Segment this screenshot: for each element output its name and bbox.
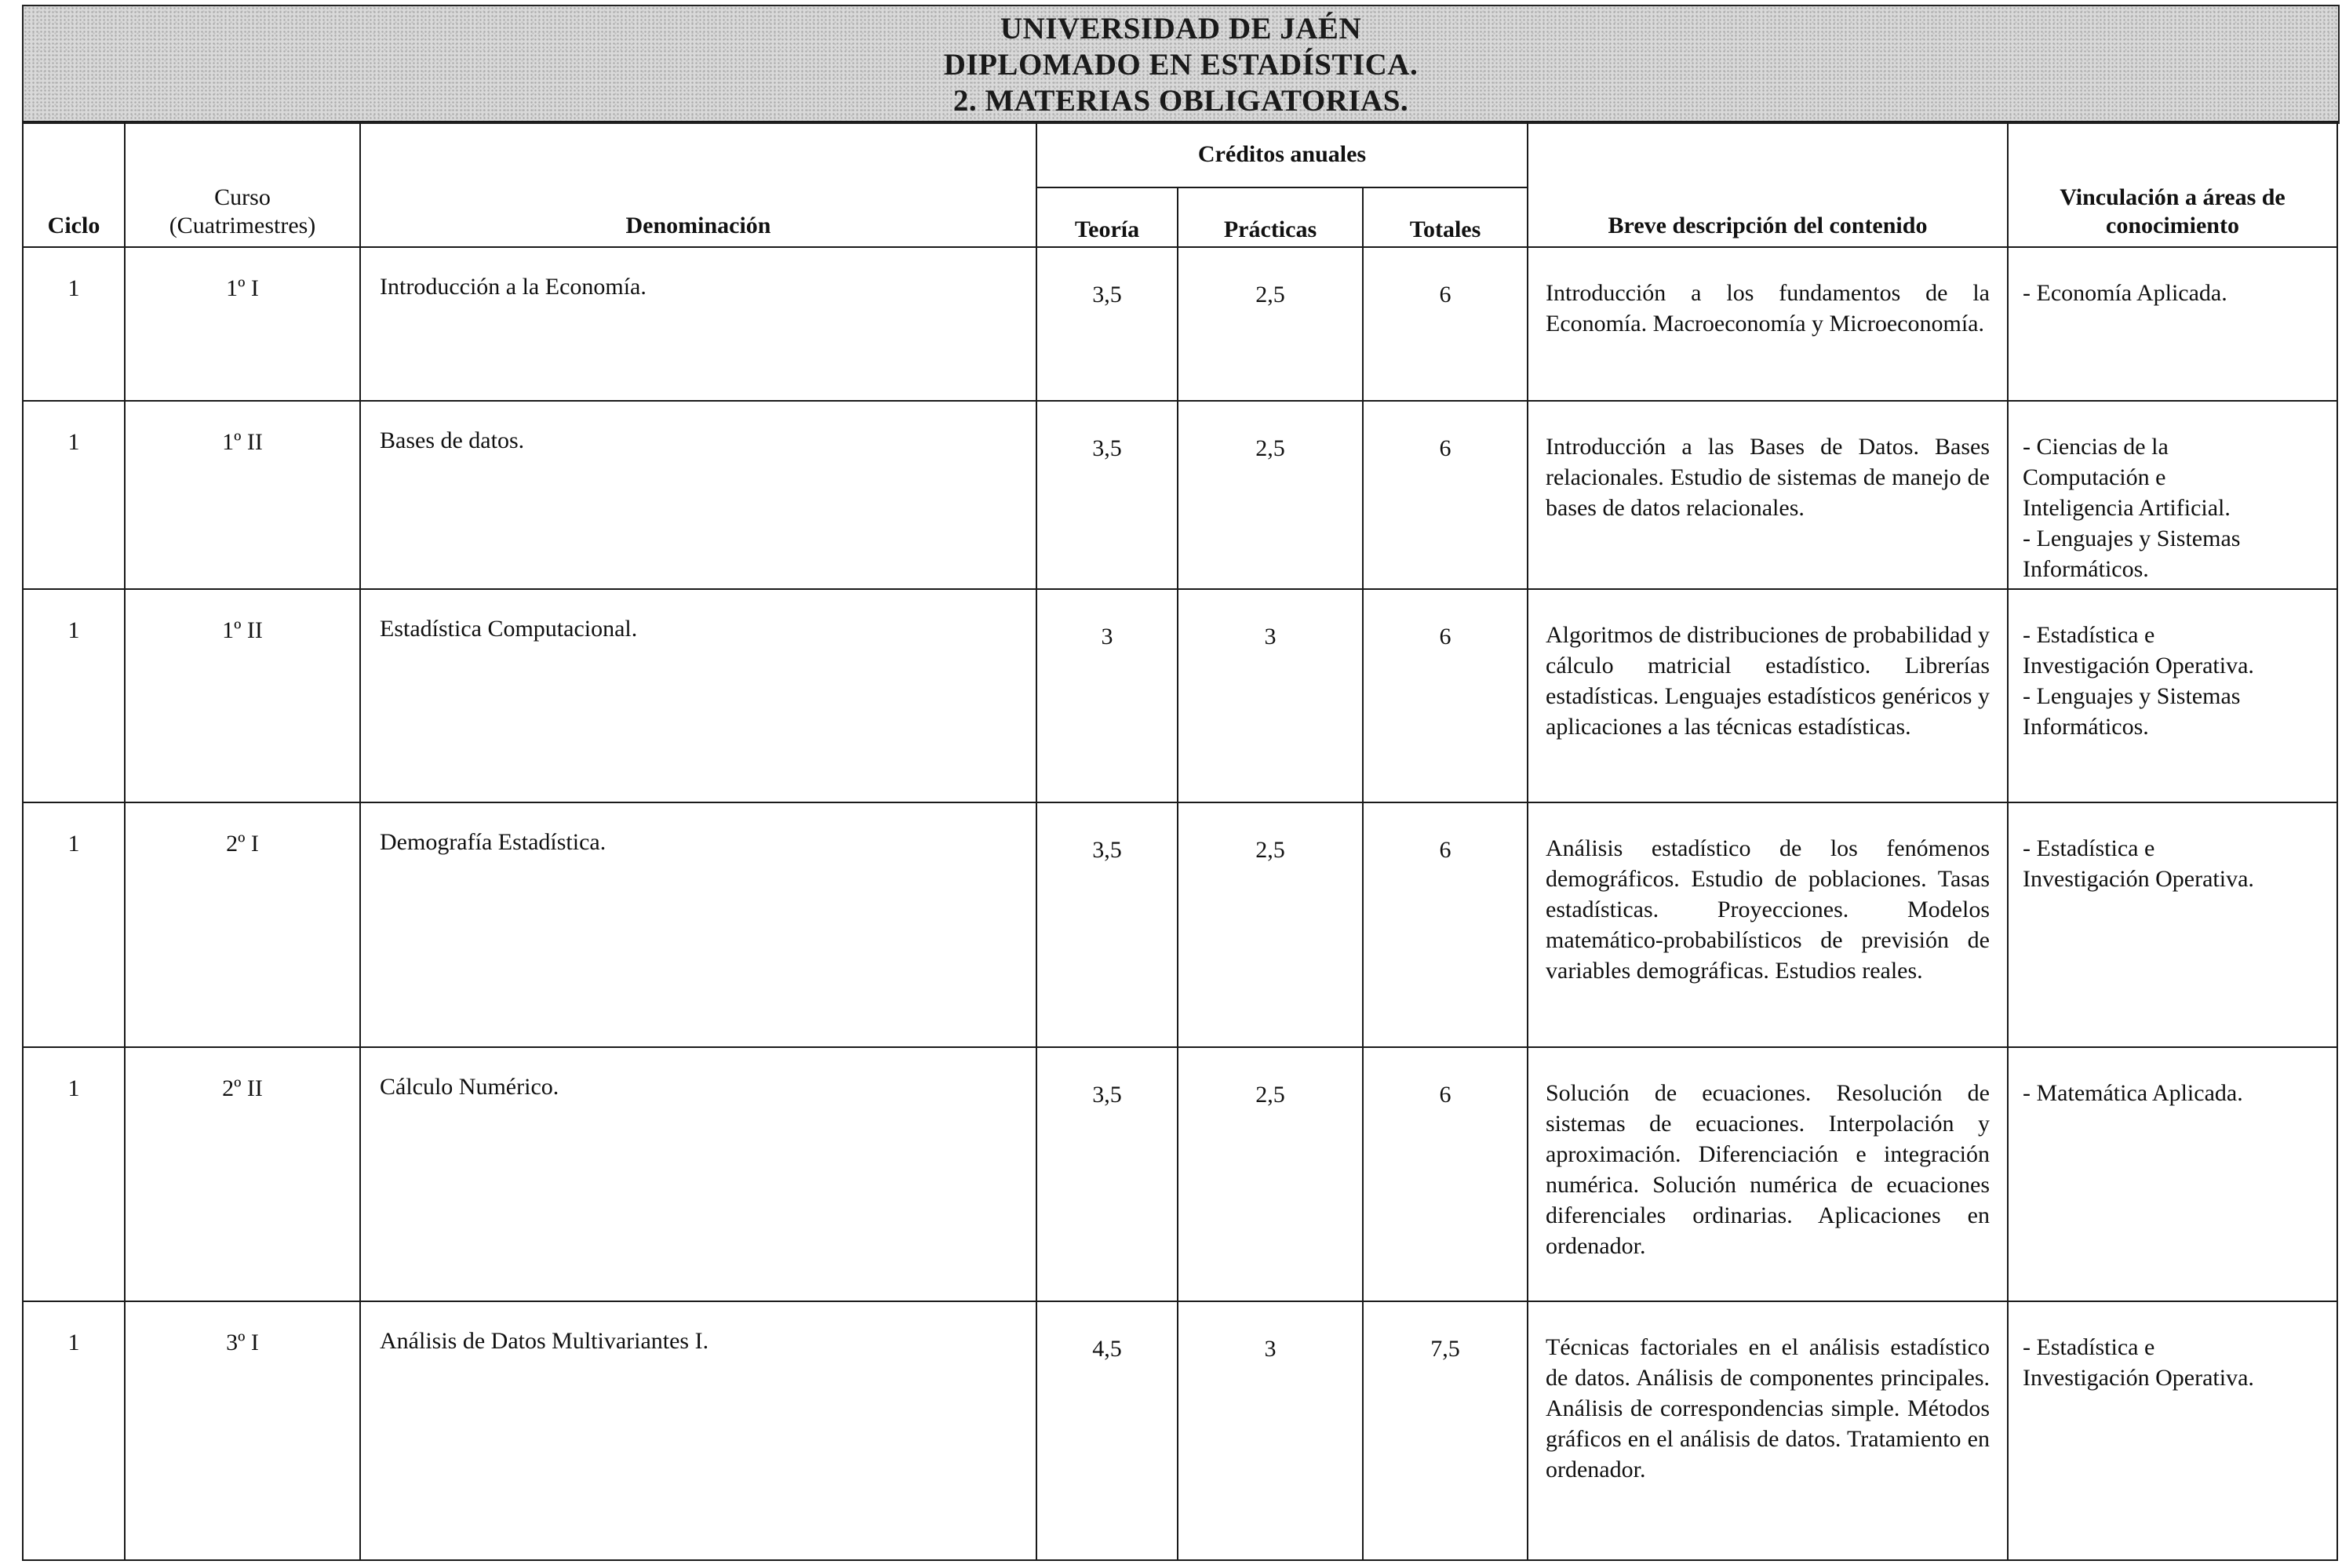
cell-vinculacion (2008, 802, 2337, 1047)
cell-curso: 1º I (125, 247, 360, 401)
col-header-creditos: Créditos anuales (1036, 122, 1528, 187)
vinculacion-line: - Estadística e (2023, 835, 2155, 861)
cell-practicas: 3 (1178, 1301, 1363, 1560)
cell-totales: 6 (1363, 247, 1528, 401)
degree-title: DIPLOMADO EN ESTADÍSTICA. (943, 48, 1419, 82)
cell-curso: 2º I (125, 802, 360, 1047)
section-title: 2. MATERIAS OBLIGATORIAS. (952, 84, 1409, 118)
cell-totales: 6 (1363, 401, 1528, 589)
cell-curso: 3º I (125, 1301, 360, 1560)
vinculacion-line: Informáticos. (2023, 714, 2149, 740)
cell-totales: 7,5 (1363, 1301, 1528, 1560)
cell-descripcion: Introducción a los fundamentos de la Economía. Macroeconomía y Microeconomía. (1528, 247, 2008, 401)
table-row (23, 1047, 2337, 1301)
cell-vinculacion (2008, 589, 2337, 802)
cell-curso: 2º II (125, 1047, 360, 1301)
cell-curso: 1º II (125, 589, 360, 802)
cell-ciclo: 1 (23, 247, 125, 401)
subjects-table (22, 121, 2338, 1561)
cell-denominacion: Bases de datos. (360, 401, 1036, 589)
cell-teoria: 3,5 (1036, 247, 1178, 401)
col-header-vinculacion: Vinculación a áreas de conocimiento (2008, 122, 2337, 247)
col-header-practicas: Prácticas (1178, 187, 1363, 247)
cell-practicas: 2,5 (1178, 401, 1363, 589)
vinculacion-line: - Matemática Aplicada. (2023, 1080, 2243, 1106)
cell-totales: 6 (1363, 1047, 1528, 1301)
col-header-denominacion: Denominación (360, 122, 1036, 247)
cell-teoria: 4,5 (1036, 1301, 1178, 1560)
vinculacion-line: Investigación Operativa. (2023, 1365, 2254, 1391)
table-row (23, 1301, 2337, 1560)
vinculacion-line: Investigación Operativa. (2023, 653, 2254, 678)
table-row (23, 401, 2337, 589)
cell-vinculacion (2008, 1301, 2337, 1560)
cell-denominacion: Introducción a la Economía. (360, 247, 1036, 401)
university-title: UNIVERSIDAD DE JAÉN (1000, 12, 1362, 45)
cell-curso: 1º II (125, 401, 360, 589)
cell-practicas: 3 (1178, 589, 1363, 802)
cell-practicas: 2,5 (1178, 247, 1363, 401)
col-header-curso (125, 122, 360, 247)
cell-vinculacion (2008, 1047, 2337, 1301)
cell-ciclo: 1 (23, 401, 125, 589)
cell-ciclo: 1 (23, 589, 125, 802)
cell-teoria: 3,5 (1036, 1047, 1178, 1301)
table-body (23, 247, 2337, 1560)
cell-descripcion: Solución de ecuaciones. Resolución de sistemas de ecuaciones. Interpolación y aproximación. Diferenciación e integración numérica. Solución numérica de ecuaciones diferenciales ordinarias. Aplicaciones en ordenador. (1528, 1047, 2008, 1301)
cell-ciclo: 1 (23, 802, 125, 1047)
cell-vinculacion (2008, 401, 2337, 589)
cell-descripcion: Análisis estadístico de los fenómenos demográficos. Estudio de poblaciones. Tasas estadísticas. Proyecciones. Modelos matemático-probabilísticos de previsión de variables demográficas. Estudios reales. (1528, 802, 2008, 1047)
vinculacion-line: Informáticos. (2023, 556, 2149, 582)
cell-totales: 6 (1363, 589, 1528, 802)
vinculacion-line: - Estadística e (2023, 1334, 2155, 1360)
col-header-teoria: Teoría (1036, 187, 1178, 247)
vinculacion-line: - Lenguajes y Sistemas (2023, 526, 2241, 551)
col-header-ciclo: Ciclo (23, 122, 125, 247)
cell-descripcion: Técnicas factoriales en el análisis estadístico de datos. Análisis de componentes principales. Análisis de correspondencias simple. Métodos gráficos en el análisis de datos. Tratamiento en ordenador. (1528, 1301, 2008, 1560)
cell-denominacion: Demografía Estadística. (360, 802, 1036, 1047)
cell-denominacion: Estadística Computacional. (360, 589, 1036, 802)
col-header-curso-line1: Curso (214, 184, 271, 210)
vinculacion-line: Inteligencia Artificial. (2023, 495, 2231, 521)
cell-descripcion: Introducción a las Bases de Datos. Bases relacionales. Estudio de sistemas de manejo de bases de datos relacionales. (1528, 401, 2008, 589)
cell-teoria: 3 (1036, 589, 1178, 802)
cell-practicas: 2,5 (1178, 1047, 1363, 1301)
col-header-totales: Totales (1363, 187, 1528, 247)
col-header-curso-line2: (Cuatrimestres) (169, 213, 316, 238)
vinculacion-line: Investigación Operativa. (2023, 866, 2254, 892)
cell-teoria: 3,5 (1036, 401, 1178, 589)
vinculacion-line: - Economía Aplicada. (2023, 280, 2227, 306)
vinculacion-line: - Estadística e (2023, 622, 2155, 648)
cell-ciclo: 1 (23, 1301, 125, 1560)
vinculacion-line: - Lenguajes y Sistemas (2023, 683, 2241, 709)
cell-teoria: 3,5 (1036, 802, 1178, 1047)
cell-ciclo: 1 (23, 1047, 125, 1301)
vinculacion-line: - Ciencias de la (2023, 434, 2169, 460)
cell-descripcion: Algoritmos de distribuciones de probabilidad y cálculo matricial estadístico. Librerías estadísticas. Lenguajes estadísticos genéricos y aplicaciones a las técnicas estadísticas. (1528, 589, 2008, 802)
table-row (23, 802, 2337, 1047)
table-row (23, 247, 2337, 401)
cell-totales: 6 (1363, 802, 1528, 1047)
cell-denominacion: Análisis de Datos Multivariantes I. (360, 1301, 1036, 1560)
title-band (22, 5, 2340, 124)
cell-practicas: 2,5 (1178, 802, 1363, 1047)
table-row (23, 589, 2337, 802)
cell-denominacion: Cálculo Numérico. (360, 1047, 1036, 1301)
vinculacion-line: Computación e (2023, 464, 2166, 490)
col-header-descripcion: Breve descripción del contenido (1528, 122, 2008, 247)
cell-vinculacion (2008, 247, 2337, 401)
